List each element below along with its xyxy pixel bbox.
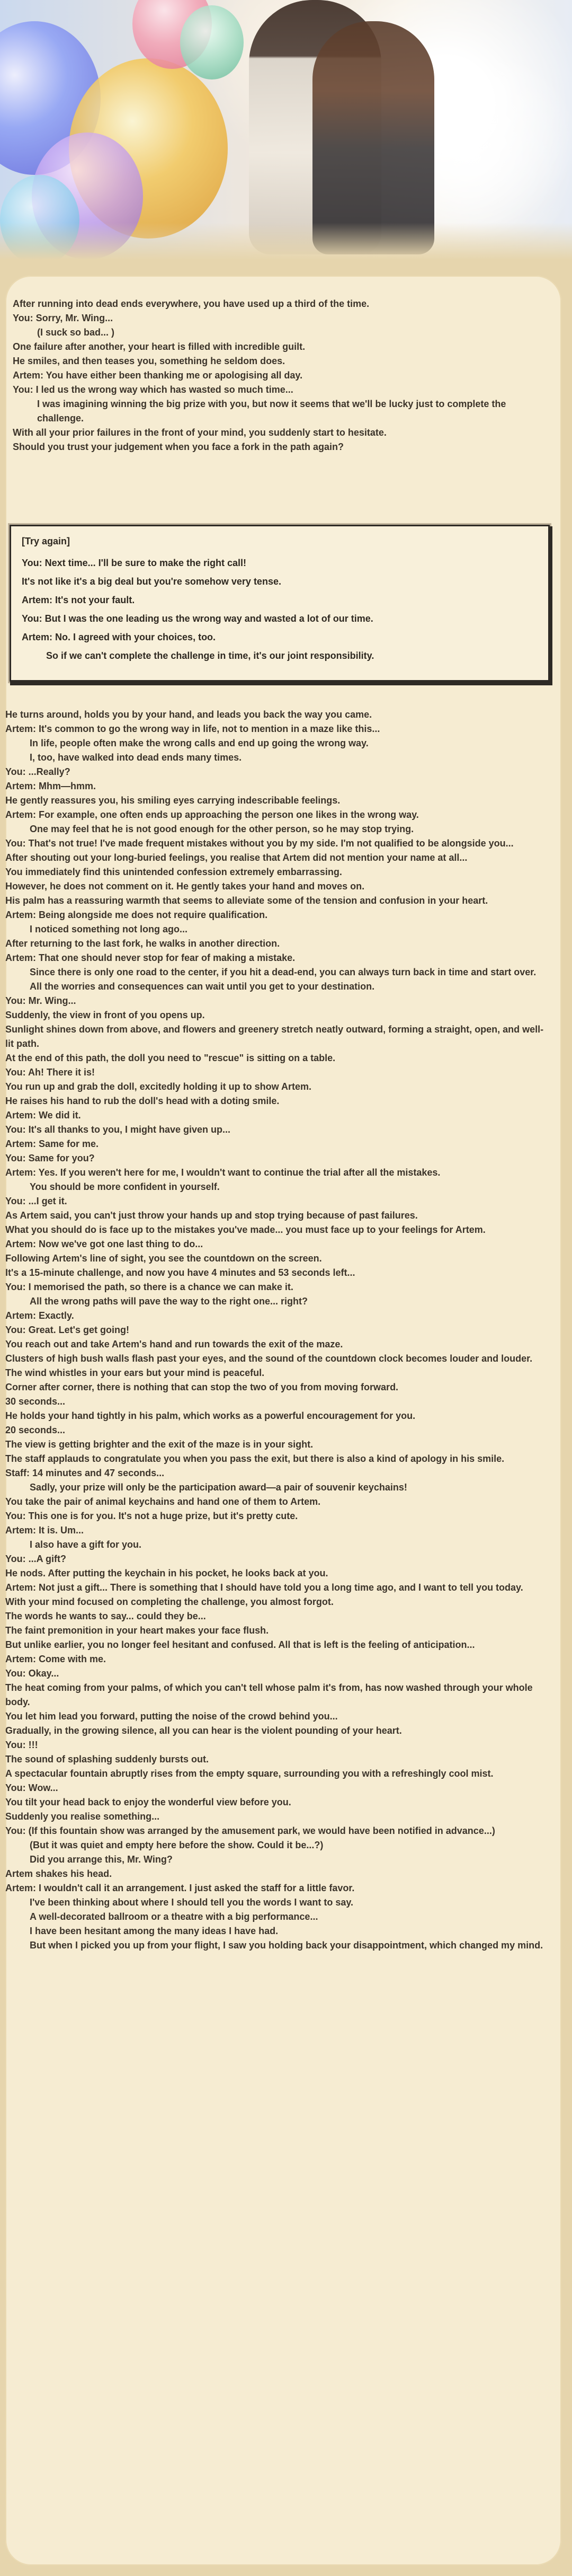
story-line: You reach out and take Artem's hand and run towards the exit of the maze.: [5, 1339, 343, 1349]
illustration-fade: [0, 223, 572, 260]
story-line: It's a 15-minute challenge, and now you have 4 minutes and 53 seconds left...: [5, 1267, 355, 1278]
story-line: Artem: Yes. If you weren't here for me, I wouldn't want to continue the trial after all the mistakes.: [5, 1167, 441, 1178]
story-line: You: Ah! There it is!: [5, 1067, 95, 1078]
story-line: I have been hesitant among the many ideas I have had.: [30, 1926, 279, 1936]
story-line: You should be more confident in yourself.: [30, 1181, 220, 1192]
story-line: Clusters of high bush walls flash past your eyes, and the sound of the countdown clock becomes louder and louder.: [5, 1353, 533, 1364]
story-line: Artem shakes his head.: [5, 1868, 112, 1879]
story-line: Artem: I wouldn't call it an arrangement. I just asked the staff for a little favor.: [5, 1883, 355, 1893]
story-line: He raises his hand to rub the doll's head with a doting smile.: [5, 1096, 280, 1106]
story-line: You: It's all thanks to you, I might have given up...: [5, 1124, 230, 1135]
story-line: The staff applauds to congratulate you when you pass the exit, but there is also a kind of apology in his smile.: [5, 1453, 505, 1464]
story-line: His palm has a reassuring warmth that seems to alleviate some of the tension and confusion in your heart.: [5, 895, 488, 906]
story-line: As Artem said, you can't just throw your hands up and stop trying because of past failures.: [5, 1210, 418, 1221]
story-line: The wind whistles in your ears but your mind is peaceful.: [5, 1368, 265, 1378]
story-line: You: Great. Let's get going!: [5, 1325, 129, 1335]
story-line: You: Mr. Wing...: [5, 995, 76, 1006]
story-line: You take the pair of animal keychains and hand one of them to Artem.: [5, 1496, 321, 1507]
balloon-green: [180, 5, 244, 80]
story-line: The view is getting brighter and the exit of the maze is in your sight.: [5, 1439, 314, 1450]
story-line: One failure after another, your heart is filled with incredible guilt.: [13, 341, 306, 352]
story-line: I noticed something not long ago...: [30, 924, 187, 934]
story-line: One may feel that he is not good enough for the other person, so he may stop trying.: [30, 824, 414, 834]
story-line: After shouting out your long-buried feelings, you realise that Artem did not mention your name at all...: [5, 852, 468, 863]
story-line: The words he wants to say... could they be...: [5, 1611, 206, 1621]
story-line: You: Sorry, Mr. Wing...: [13, 313, 113, 323]
story-line: You: But I was the one leading us the wrong way and wasted a lot of our time.: [22, 613, 373, 624]
story-line: You: That's not true! I've made frequent mistakes without you by my side. I'm not qualified to be alongside you...: [5, 838, 514, 849]
story-line: You: This one is for you. It's not a huge prize, but it's pretty cute.: [5, 1511, 298, 1521]
story-line: You tilt your head back to enjoy the wonderful view before you.: [5, 1797, 291, 1807]
story-illustration: [0, 0, 572, 260]
story-line: You: (If this fountain show was arranged by the amusement park, we would have been notified in advance...): [5, 1825, 495, 1836]
story-line: But unlike earlier, you no longer feel hesitant and confused. All that is left is the feeling of anticipation...: [5, 1639, 475, 1650]
story-line: With your mind focused on completing the challenge, you almost forgot.: [5, 1596, 334, 1607]
story-line: He nods. After putting the keychain in his pocket, he looks back at you.: [5, 1568, 328, 1578]
story-line: I, too, have walked into dead ends many times.: [30, 752, 242, 763]
protagonist-figure: [312, 21, 434, 254]
story-line: I also have a gift for you.: [30, 1539, 142, 1550]
story-line: (But it was quiet and empty here before the show. Could it be...?): [30, 1840, 324, 1850]
story-line: Artem: No. I agreed with your choices, too.: [22, 632, 216, 642]
story-line: Artem: Being alongside me does not require qualification.: [5, 910, 268, 920]
story-line: Suddenly, the view in front of you opens up.: [5, 1010, 205, 1020]
story-line: You let him lead you forward, putting the noise of the crowd behind you...: [5, 1711, 338, 1722]
story-line: However, he does not comment on it. He gently takes your hand and moves on.: [5, 881, 365, 892]
story-line: Since there is only one road to the center, if you hit a dead-end, you can always turn back in time and start over.: [30, 967, 537, 977]
story-line: Sadly, your prize will only be the participation award—a pair of souvenir keychains!: [30, 1482, 407, 1493]
story-line: The faint premonition in your heart makes your face flush.: [5, 1625, 269, 1636]
story-line: Did you arrange this, Mr. Wing?: [30, 1854, 173, 1865]
story-line: All the worries and consequences can wait until you get to your destination.: [30, 981, 375, 992]
story-line: In life, people often make the wrong calls and end up going the wrong way.: [30, 738, 369, 748]
story-line: After running into dead ends everywhere, you have used up a third of the time.: [13, 298, 370, 309]
story-line: All the wrong paths will pave the way to the right one... right?: [30, 1296, 308, 1307]
story-line: You: !!!: [5, 1740, 38, 1750]
story-line: You: Same for you?: [5, 1153, 95, 1163]
story-line: (I suck so bad... ): [37, 327, 115, 338]
story-line: 20 seconds...: [5, 1425, 66, 1435]
story-line: You: Next time... I'll be sure to make the right call!: [22, 558, 247, 568]
story-line: After returning to the last fork, he walks in another direction.: [5, 938, 280, 949]
story-line: Artem: Exactly.: [5, 1310, 74, 1321]
story-line: Artem: You have either been thanking me or apologising all day.: [13, 370, 303, 381]
story-line: With all your prior failures in the front of your mind, you suddenly start to hesitate.: [13, 427, 387, 438]
story-line: Staff: 14 minutes and 47 seconds...: [5, 1468, 165, 1478]
story-line: You run up and grab the doll, excitedly holding it up to show Artem.: [5, 1081, 312, 1092]
story-line: He gently reassures you, his smiling eyes carrying indescribable feelings.: [5, 795, 341, 806]
story-line: You: Wow...: [5, 1783, 58, 1793]
try-again-choice-box: [10, 525, 550, 682]
try-again-lines: [22, 555, 538, 664]
story-line: A well-decorated ballroom or a theatre with a big performance...: [30, 1911, 318, 1922]
story-text-panel[interactable]: [5, 276, 561, 2565]
story-line: The sound of splashing suddenly bursts out.: [5, 1754, 209, 1765]
story-line: Artem: That one should never stop for fear of making a mistake.: [5, 952, 296, 963]
story-line: Sunlight shines down from above, and flowers and greenery stretch neatly outward, forming a straight, open, and well-lit path.: [5, 1024, 544, 1049]
story-line: You: I led us the wrong way which has wasted so much time...: [13, 384, 293, 395]
story-line: What you should do is face up to the mistakes you've made... you must face up to your feelings for Artem.: [5, 1224, 486, 1235]
story-line: Artem: Now we've got one last thing to do...: [5, 1239, 203, 1249]
story-line: You: I memorised the path, so there is a chance we can make it.: [5, 1282, 293, 1292]
story-line: He holds your hand tightly in his palm, which works as a powerful encouragement for you.: [5, 1410, 416, 1421]
story-line: Artem: It's not your fault.: [22, 595, 135, 605]
story-line: Artem: We did it.: [5, 1110, 81, 1121]
story-line: Artem: Same for me.: [5, 1139, 99, 1149]
story-line: Artem: Not just a gift... There is something that I should have told you a long time ago, and I want to tell you today.: [5, 1582, 523, 1593]
story-line: So if we can't complete the challenge in time, it's our joint responsibility.: [46, 650, 374, 661]
story-line: 30 seconds...: [5, 1396, 66, 1407]
story-line: You: ...A gift?: [5, 1554, 66, 1564]
story-line: Artem: Mhm—hmm.: [5, 781, 96, 791]
story-line: Suddenly you realise something...: [5, 1811, 160, 1822]
story-line: You immediately find this unintended confession extremely embarrassing.: [5, 867, 342, 877]
story-line: Artem: It's common to go the wrong way in life, not to mention in a maze like this...: [5, 724, 380, 734]
story-line: Artem: For example, one often ends up approaching the person one likes in the wrong way.: [5, 809, 419, 820]
story-line: You: ...Really?: [5, 766, 70, 777]
story-line: I was imagining winning the big prize with you, but now it seems that we'll be lucky just to complete the challenge.: [37, 399, 506, 424]
story-line: Gradually, in the growing silence, all you can hear is the violent pounding of your heart.: [5, 1725, 402, 1736]
main-text-block: [5, 708, 551, 1953]
story-line: At the end of this path, the doll you need to "rescue" is sitting on a table.: [5, 1053, 336, 1063]
story-line: You: ...I get it.: [5, 1196, 67, 1206]
story-line: It's not like it's a big deal but you're somehow very tense.: [22, 576, 281, 587]
story-line: Artem: It is. Um...: [5, 1525, 84, 1536]
intro-text-block: [13, 297, 550, 454]
story-line: Following Artem's line of sight, you see the countdown on the screen.: [5, 1253, 322, 1264]
story-line: He turns around, holds you by your hand, and leads you back the way you came.: [5, 709, 372, 720]
story-line: He smiles, and then teases you, something he seldom does.: [13, 356, 285, 366]
story-line: I've been thinking about where I should tell you the words I want to say.: [30, 1897, 354, 1908]
try-again-title: [Try again]: [22, 536, 70, 546]
story-line: The heat coming from your palms, of which you can't tell whose palm it's from, has now washed through your whole body.: [5, 1682, 533, 1707]
story-line: You: Okay...: [5, 1668, 59, 1679]
story-line: Artem: Come with me.: [5, 1654, 106, 1664]
story-line: Corner after corner, there is nothing that can stop the two of you from moving forward.: [5, 1382, 399, 1392]
story-line: But when I picked you up from your flight, I saw you holding back your disappointment, which changed my mind.: [30, 1940, 543, 1951]
story-line: A spectacular fountain abruptly rises from the empty square, surrounding you with a refreshingly cool mist.: [5, 1768, 494, 1779]
story-line: Should you trust your judgement when you face a fork in the path again?: [13, 442, 344, 452]
